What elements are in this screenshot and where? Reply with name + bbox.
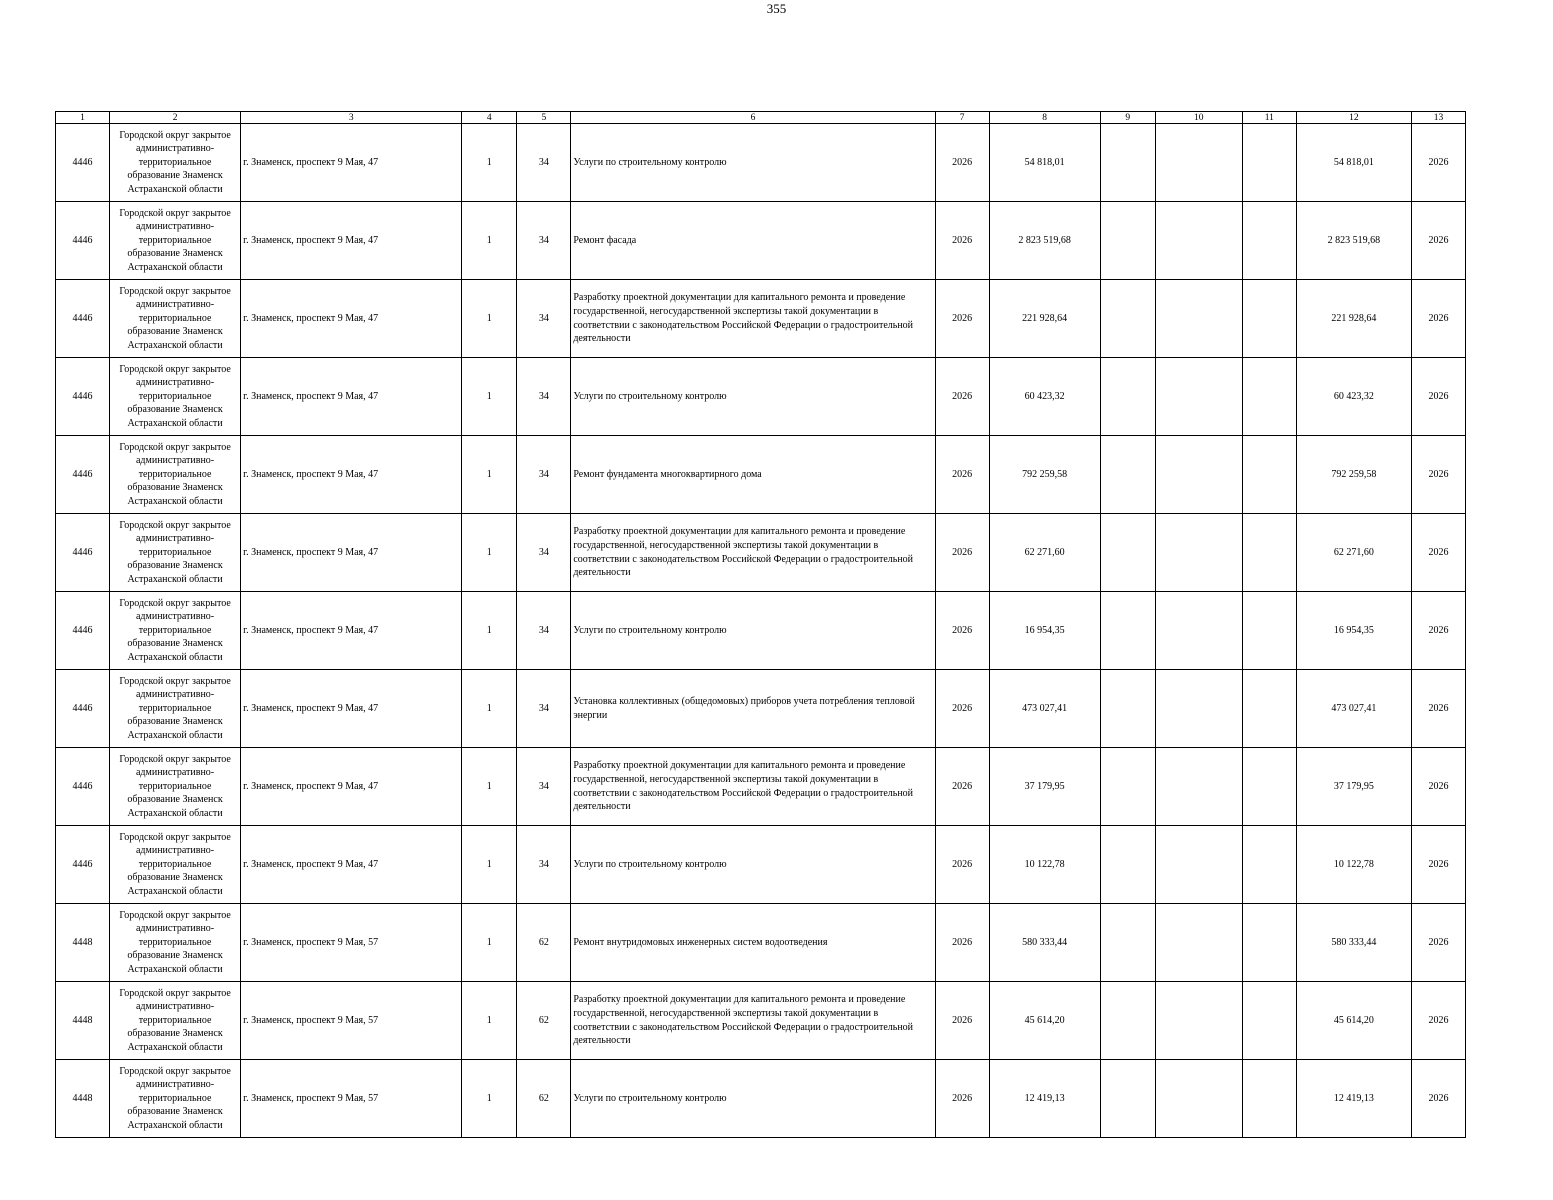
column-header-5: 5	[517, 112, 571, 124]
col-5-cell: 34	[517, 670, 571, 748]
table-row	[56, 280, 1466, 358]
col-5-cell: 34	[517, 124, 571, 202]
work-type-cell: Разработку проектной документации для капитального ремонта и проведение государственной, негосударственной экспертизы такой документации в соответствии с законодательством Российской Федерации о градостроительной деятельности	[571, 514, 935, 592]
total-cost-cell: 221 928,64	[989, 280, 1100, 358]
cost-cell: 60 423,32	[1296, 358, 1411, 436]
total-cost-cell: 45 614,20	[989, 982, 1100, 1060]
col-9-cell	[1100, 670, 1155, 748]
col-9-cell	[1100, 202, 1155, 280]
year-cell: 2026	[935, 124, 989, 202]
work-type-cell: Установка коллективных (общедомовых) приборов учета потребления тепловой энергии	[571, 670, 935, 748]
col-4-cell: 1	[462, 904, 517, 982]
object-id-cell: 4446	[56, 514, 110, 592]
object-id-cell: 4446	[56, 358, 110, 436]
address-cell: г. Знаменск, проспект 9 Мая, 47	[241, 358, 462, 436]
municipality-cell: Городской округ закрытое административно-территориальное образование Знаменск Астраханской области	[110, 202, 241, 280]
col-9-cell	[1100, 514, 1155, 592]
table-row	[56, 748, 1466, 826]
year-cell: 2026	[935, 202, 989, 280]
col-5-cell: 34	[517, 358, 571, 436]
completion-year-cell: 2026	[1411, 358, 1465, 436]
col-5-cell: 34	[517, 514, 571, 592]
col-10-cell	[1155, 592, 1242, 670]
col-9-cell	[1100, 748, 1155, 826]
cost-cell: 37 179,95	[1296, 748, 1411, 826]
column-header-3: 3	[241, 112, 462, 124]
col-11-cell	[1242, 826, 1296, 904]
completion-year-cell: 2026	[1411, 280, 1465, 358]
completion-year-cell: 2026	[1411, 202, 1465, 280]
completion-year-cell: 2026	[1411, 1060, 1465, 1138]
column-header-6: 6	[571, 112, 935, 124]
column-header-1: 1	[56, 112, 110, 124]
total-cost-cell: 62 271,60	[989, 514, 1100, 592]
object-id-cell: 4446	[56, 592, 110, 670]
completion-year-cell: 2026	[1411, 904, 1465, 982]
col-9-cell	[1100, 280, 1155, 358]
table-row	[56, 436, 1466, 514]
address-cell: г. Знаменск, проспект 9 Мая, 47	[241, 202, 462, 280]
col-9-cell	[1100, 358, 1155, 436]
column-header-13: 13	[1411, 112, 1465, 124]
col-4-cell: 1	[462, 982, 517, 1060]
completion-year-cell: 2026	[1411, 982, 1465, 1060]
col-9-cell	[1100, 436, 1155, 514]
cost-cell: 473 027,41	[1296, 670, 1411, 748]
cost-cell: 792 259,58	[1296, 436, 1411, 514]
work-type-cell: Разработку проектной документации для капитального ремонта и проведение государственной, негосударственной экспертизы такой документации в соответствии с законодательством Российской Федерации о градостроительной деятельности	[571, 280, 935, 358]
total-cost-cell: 16 954,35	[989, 592, 1100, 670]
total-cost-cell: 792 259,58	[989, 436, 1100, 514]
address-cell: г. Знаменск, проспект 9 Мая, 47	[241, 748, 462, 826]
col-9-cell	[1100, 982, 1155, 1060]
total-cost-cell: 54 818,01	[989, 124, 1100, 202]
col-10-cell	[1155, 280, 1242, 358]
column-header-12: 12	[1296, 112, 1411, 124]
cost-cell: 62 271,60	[1296, 514, 1411, 592]
col-5-cell: 34	[517, 748, 571, 826]
col-10-cell	[1155, 124, 1242, 202]
col-11-cell	[1242, 436, 1296, 514]
object-id-cell: 4446	[56, 436, 110, 514]
work-type-cell: Ремонт фасада	[571, 202, 935, 280]
year-cell: 2026	[935, 436, 989, 514]
address-cell: г. Знаменск, проспект 9 Мая, 47	[241, 436, 462, 514]
col-11-cell	[1242, 514, 1296, 592]
object-id-cell: 4448	[56, 982, 110, 1060]
col-10-cell	[1155, 748, 1242, 826]
col-11-cell	[1242, 1060, 1296, 1138]
completion-year-cell: 2026	[1411, 826, 1465, 904]
work-type-cell: Услуги по строительному контролю	[571, 826, 935, 904]
col-5-cell: 34	[517, 826, 571, 904]
col-9-cell	[1100, 1060, 1155, 1138]
object-id-cell: 4448	[56, 904, 110, 982]
col-10-cell	[1155, 904, 1242, 982]
object-id-cell: 4446	[56, 202, 110, 280]
cost-cell: 54 818,01	[1296, 124, 1411, 202]
completion-year-cell: 2026	[1411, 514, 1465, 592]
total-cost-cell: 60 423,32	[989, 358, 1100, 436]
address-cell: г. Знаменск, проспект 9 Мая, 47	[241, 592, 462, 670]
municipality-cell: Городской округ закрытое административно-территориальное образование Знаменск Астраханской области	[110, 124, 241, 202]
works-table	[55, 111, 1466, 1138]
col-10-cell	[1155, 514, 1242, 592]
object-id-cell: 4446	[56, 826, 110, 904]
table-row	[56, 592, 1466, 670]
year-cell: 2026	[935, 280, 989, 358]
total-cost-cell: 37 179,95	[989, 748, 1100, 826]
completion-year-cell: 2026	[1411, 670, 1465, 748]
col-9-cell	[1100, 124, 1155, 202]
col-5-cell: 62	[517, 904, 571, 982]
col-10-cell	[1155, 670, 1242, 748]
municipality-cell: Городской округ закрытое административно-территориальное образование Знаменск Астраханской области	[110, 982, 241, 1060]
object-id-cell: 4446	[56, 748, 110, 826]
table-row	[56, 904, 1466, 982]
col-11-cell	[1242, 124, 1296, 202]
col-10-cell	[1155, 202, 1242, 280]
municipality-cell: Городской округ закрытое административно-территориальное образование Знаменск Астраханской области	[110, 436, 241, 514]
cost-cell: 45 614,20	[1296, 982, 1411, 1060]
col-9-cell	[1100, 826, 1155, 904]
col-11-cell	[1242, 202, 1296, 280]
address-cell: г. Знаменск, проспект 9 Мая, 57	[241, 1060, 462, 1138]
col-5-cell: 34	[517, 202, 571, 280]
col-10-cell	[1155, 982, 1242, 1060]
col-5-cell: 34	[517, 592, 571, 670]
col-11-cell	[1242, 592, 1296, 670]
col-5-cell: 62	[517, 1060, 571, 1138]
column-number-row	[56, 112, 1466, 124]
col-4-cell: 1	[462, 826, 517, 904]
col-11-cell	[1242, 280, 1296, 358]
year-cell: 2026	[935, 1060, 989, 1138]
address-cell: г. Знаменск, проспект 9 Мая, 57	[241, 904, 462, 982]
col-4-cell: 1	[462, 358, 517, 436]
work-type-cell: Услуги по строительному контролю	[571, 358, 935, 436]
municipality-cell: Городской округ закрытое административно-территориальное образование Знаменск Астраханской области	[110, 358, 241, 436]
table-row	[56, 670, 1466, 748]
col-10-cell	[1155, 358, 1242, 436]
year-cell: 2026	[935, 826, 989, 904]
municipality-cell: Городской округ закрытое административно-территориальное образование Знаменск Астраханской области	[110, 514, 241, 592]
table-row	[56, 124, 1466, 202]
cost-cell: 12 419,13	[1296, 1060, 1411, 1138]
work-type-cell: Ремонт фундамента многоквартирного дома	[571, 436, 935, 514]
address-cell: г. Знаменск, проспект 9 Мая, 47	[241, 124, 462, 202]
object-id-cell: 4448	[56, 1060, 110, 1138]
col-4-cell: 1	[462, 514, 517, 592]
cost-cell: 2 823 519,68	[1296, 202, 1411, 280]
table-row	[56, 982, 1466, 1060]
completion-year-cell: 2026	[1411, 748, 1465, 826]
col-4-cell: 1	[462, 280, 517, 358]
total-cost-cell: 580 333,44	[989, 904, 1100, 982]
col-10-cell	[1155, 1060, 1242, 1138]
completion-year-cell: 2026	[1411, 592, 1465, 670]
cost-cell: 10 122,78	[1296, 826, 1411, 904]
work-type-cell: Услуги по строительному контролю	[571, 1060, 935, 1138]
year-cell: 2026	[935, 904, 989, 982]
col-4-cell: 1	[462, 670, 517, 748]
col-5-cell: 34	[517, 436, 571, 514]
page-number: 355	[766, 1, 787, 16]
table-row	[56, 1060, 1466, 1138]
col-11-cell	[1242, 748, 1296, 826]
work-type-cell: Разработку проектной документации для капитального ремонта и проведение государственной, негосударственной экспертизы такой документации в соответствии с законодательством Российской Федерации о градостроительной деятельности	[571, 982, 935, 1060]
cost-cell: 580 333,44	[1296, 904, 1411, 982]
column-header-9: 9	[1100, 112, 1155, 124]
total-cost-cell: 2 823 519,68	[989, 202, 1100, 280]
col-4-cell: 1	[462, 202, 517, 280]
address-cell: г. Знаменск, проспект 9 Мая, 57	[241, 982, 462, 1060]
col-11-cell	[1242, 904, 1296, 982]
table-row	[56, 826, 1466, 904]
municipality-cell: Городской округ закрытое административно-территориальное образование Знаменск Астраханской области	[110, 826, 241, 904]
completion-year-cell: 2026	[1411, 124, 1465, 202]
work-type-cell: Разработку проектной документации для капитального ремонта и проведение государственной, негосударственной экспертизы такой документации в соответствии с законодательством Российской Федерации о градостроительной деятельности	[571, 748, 935, 826]
table-row	[56, 202, 1466, 280]
address-cell: г. Знаменск, проспект 9 Мая, 47	[241, 280, 462, 358]
table-row	[56, 358, 1466, 436]
column-header-7: 7	[935, 112, 989, 124]
address-cell: г. Знаменск, проспект 9 Мая, 47	[241, 670, 462, 748]
year-cell: 2026	[935, 748, 989, 826]
total-cost-cell: 473 027,41	[989, 670, 1100, 748]
object-id-cell: 4446	[56, 124, 110, 202]
total-cost-cell: 10 122,78	[989, 826, 1100, 904]
col-9-cell	[1100, 592, 1155, 670]
col-5-cell: 34	[517, 280, 571, 358]
col-5-cell: 62	[517, 982, 571, 1060]
cost-cell: 221 928,64	[1296, 280, 1411, 358]
column-header-10: 10	[1155, 112, 1242, 124]
municipality-cell: Городской округ закрытое административно-территориальное образование Знаменск Астраханской области	[110, 748, 241, 826]
col-11-cell	[1242, 358, 1296, 436]
col-11-cell	[1242, 670, 1296, 748]
col-10-cell	[1155, 436, 1242, 514]
col-4-cell: 1	[462, 124, 517, 202]
year-cell: 2026	[935, 982, 989, 1060]
col-9-cell	[1100, 904, 1155, 982]
address-cell: г. Знаменск, проспект 9 Мая, 47	[241, 514, 462, 592]
col-10-cell	[1155, 826, 1242, 904]
col-11-cell	[1242, 982, 1296, 1060]
municipality-cell: Городской округ закрытое административно-территориальное образование Знаменск Астраханской области	[110, 1060, 241, 1138]
col-4-cell: 1	[462, 592, 517, 670]
column-header-2: 2	[110, 112, 241, 124]
column-header-4: 4	[462, 112, 517, 124]
total-cost-cell: 12 419,13	[989, 1060, 1100, 1138]
work-type-cell: Услуги по строительному контролю	[571, 592, 935, 670]
cost-cell: 16 954,35	[1296, 592, 1411, 670]
col-4-cell: 1	[462, 748, 517, 826]
column-header-8: 8	[989, 112, 1100, 124]
address-cell: г. Знаменск, проспект 9 Мая, 47	[241, 826, 462, 904]
object-id-cell: 4446	[56, 670, 110, 748]
year-cell: 2026	[935, 592, 989, 670]
work-type-cell: Ремонт внутридомовых инженерных систем водоотведения	[571, 904, 935, 982]
municipality-cell: Городской округ закрытое административно-территориальное образование Знаменск Астраханской области	[110, 904, 241, 982]
municipality-cell: Городской округ закрытое административно-территориальное образование Знаменск Астраханской области	[110, 592, 241, 670]
work-type-cell: Услуги по строительному контролю	[571, 124, 935, 202]
col-4-cell: 1	[462, 1060, 517, 1138]
table-row	[56, 514, 1466, 592]
year-cell: 2026	[935, 670, 989, 748]
municipality-cell: Городской округ закрытое административно-территориальное образование Знаменск Астраханской области	[110, 670, 241, 748]
year-cell: 2026	[935, 514, 989, 592]
completion-year-cell: 2026	[1411, 436, 1465, 514]
municipality-cell: Городской округ закрытое административно-территориальное образование Знаменск Астраханской области	[110, 280, 241, 358]
column-header-11: 11	[1242, 112, 1296, 124]
object-id-cell: 4446	[56, 280, 110, 358]
year-cell: 2026	[935, 358, 989, 436]
col-4-cell: 1	[462, 436, 517, 514]
